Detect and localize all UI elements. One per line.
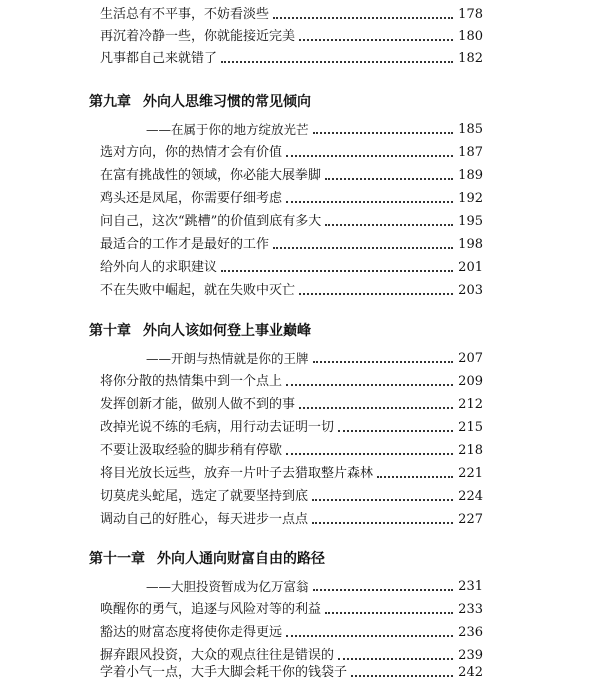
toc-entry-title: 最适合的工作才是最好的工作 [100,237,270,252]
toc-entry-title: 调动自己的好胜心，每天进步一点点 [100,512,309,527]
dot-leader [286,452,453,455]
toc-entry[interactable] [100,23,483,45]
toc-entry-page: 212 [458,397,483,412]
toc-entry-page: 180 [458,29,483,44]
chapter-subtitle: ——在属于你的地方绽放光芒 [146,122,309,137]
dot-leader [299,292,453,295]
toc-entry-page: 224 [458,489,483,504]
toc-entry[interactable] [100,619,483,641]
toc-entry-title: 切莫虎头蛇尾，选定了就要坚持到底 [100,489,309,504]
toc-entry-title: 凡事都自己来就错了 [100,51,218,66]
toc-entry-title: 不要让汲取经验的脚步稍有停歇 [100,443,283,458]
toc-entry-title: 在富有挑战性的领域，你必能大展拳脚 [100,168,322,183]
toc-entry-page: 187 [458,145,483,160]
dot-leader [286,200,453,203]
toc-entry-page: 233 [458,602,483,617]
toc-entry-title: 学着小气一点，大手大脚会耗干你的钱袋子 [100,665,348,680]
toc-entry-page: 242 [458,665,483,680]
toc-entry-page: 195 [458,214,483,229]
toc-entry-page: 207 [458,351,483,366]
toc-entry-page: 227 [458,512,483,527]
toc-entry[interactable] [100,45,483,67]
chapter-number: 第十章 [89,323,131,339]
toc-entry[interactable] [100,254,483,276]
toc-entry-title: 豁达的财富态度将使你走得更远 [100,625,283,640]
toc-entry-page: 192 [458,191,483,206]
dot-leader [351,674,453,677]
dot-leader [273,246,453,249]
chapter-heading [89,91,311,113]
toc-entry-page: 185 [458,122,483,137]
dot-leader [299,38,453,41]
toc-entry-title: 发挥创新才能，做别人做不到的事 [100,397,296,412]
chapter-title: 外向人思维习惯的常见倾向 [143,94,311,110]
toc-entry[interactable] [100,208,483,230]
toc-entry-title: 摒弃跟风投资，大众的观点往往是错误的 [100,648,335,663]
toc-entry[interactable] [100,231,483,253]
dot-leader [312,498,453,501]
toc-entry[interactable] [100,139,483,161]
toc-entry-title: 改掉光说不练的毛病，用行动去证明一切 [100,420,335,435]
toc-entry-page: 198 [458,237,483,252]
chapter-number: 第十一章 [89,551,145,567]
dot-leader [312,521,453,524]
toc-entry[interactable] [100,391,483,413]
toc-entry[interactable] [100,277,483,299]
chapter-heading [89,320,311,342]
toc-entry[interactable] [100,414,483,436]
toc-entry-page: 201 [458,260,483,275]
chapter-subtitle-entry[interactable] [146,573,483,595]
toc-entry[interactable] [100,162,483,184]
toc-entry-page: 178 [458,7,483,22]
dot-leader [377,475,453,478]
dot-leader [286,383,453,386]
toc-entry-page: 215 [458,420,483,435]
toc-entry-title: 问自己，这次“跳槽”的价值到底有多大 [100,214,322,229]
toc-entry[interactable] [100,483,483,505]
chapter-subtitle: ——大胆投资暂成为亿万富翁 [146,579,309,594]
toc-entry[interactable] [100,659,483,681]
chapter-title: 外向人该如何登上事业巅峰 [143,323,311,339]
dot-leader [325,611,453,614]
dot-leader [299,406,453,409]
dot-leader [286,634,453,637]
toc-entry-page: 236 [458,625,483,640]
dot-leader [313,131,453,134]
toc-entry-title: 将你分散的热情集中到一个点上 [100,374,283,389]
toc-entry[interactable] [100,596,483,618]
chapter-title: 外向人通向财富自由的路径 [157,551,325,567]
toc-entry[interactable] [100,460,483,482]
toc-entry-page: 189 [458,168,483,183]
toc-entry-title: 生活总有不平事，不妨看淡些 [100,7,270,22]
toc-entry-title: 鸡头还是凤尾，你需要仔细考虑 [100,191,283,206]
toc-entry-title: 将目光放长远些，放弃一片叶子去猎取整片森林 [100,466,374,481]
toc-entry-page: 221 [458,466,483,481]
toc-entry[interactable] [100,185,483,207]
toc-entry-page: 203 [458,283,483,298]
dot-leader [286,154,453,157]
toc-entry-page: 209 [458,374,483,389]
dot-leader [338,429,453,432]
toc-entry-page: 239 [458,648,483,663]
toc-entry-title: 选对方向，你的热情才会有价值 [100,145,283,160]
toc-entry-title: 唤醒你的勇气，追逐与风险对等的利益 [100,602,322,617]
dot-leader [221,269,453,272]
toc-entry[interactable] [100,437,483,459]
toc-entry[interactable] [100,368,483,390]
toc-entry-title: 不在失败中崛起，就在失败中灭亡 [100,283,296,298]
toc-entry-title: 再沉着冷静一些，你就能接近完美 [100,29,296,44]
chapter-subtitle: ——开朗与热情就是你的王牌 [146,351,309,366]
dot-leader [221,60,453,63]
dot-leader [313,360,453,363]
toc-entry-title: 给外向人的求职建议 [100,260,218,275]
toc-entry-page: 218 [458,443,483,458]
toc-entry-page: 231 [458,579,483,594]
toc-entry[interactable] [100,506,483,528]
chapter-heading [89,548,325,570]
dot-leader [325,177,453,180]
chapter-subtitle-entry[interactable] [146,116,483,138]
dot-leader [313,588,453,591]
chapter-number: 第九章 [89,94,131,110]
toc-entry-page: 182 [458,51,483,66]
chapter-subtitle-entry[interactable] [146,345,483,367]
dot-leader [273,16,453,19]
dot-leader [325,223,453,226]
toc-entry[interactable] [100,1,483,23]
